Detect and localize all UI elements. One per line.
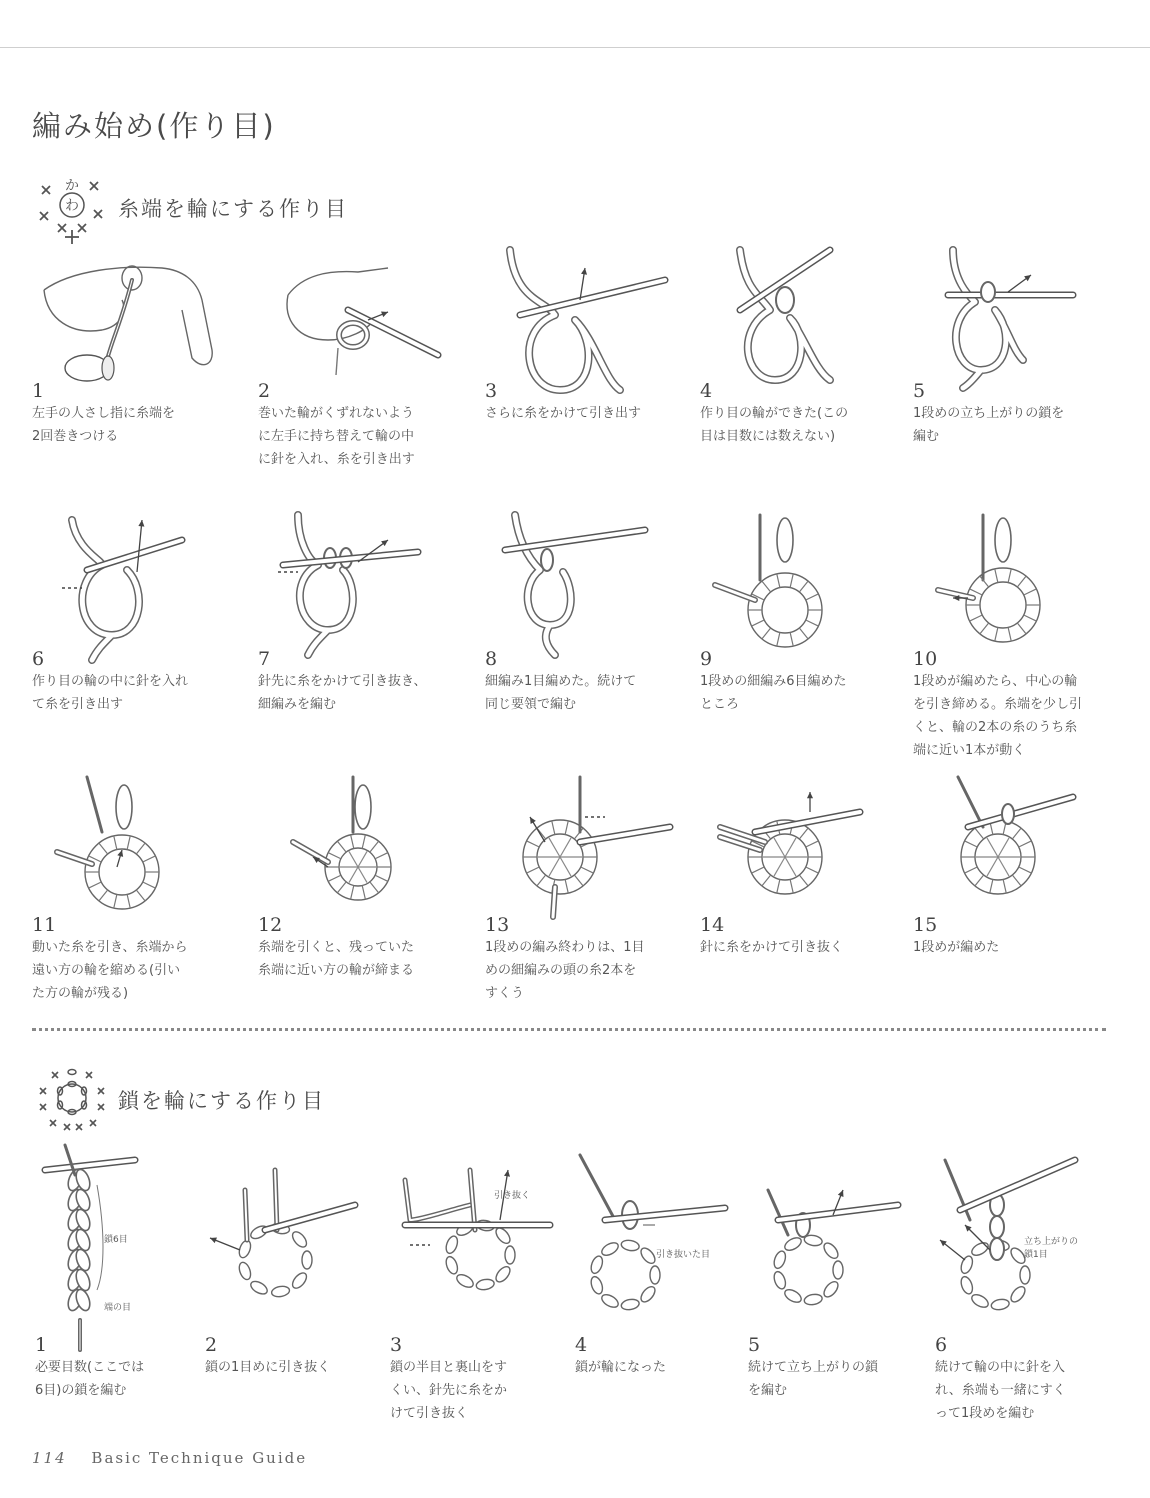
section2-step-number: 2 <box>205 1334 218 1356</box>
section2-step-illustration <box>390 1150 560 1325</box>
section2-step-caption: 続けて輪の中に針を入 れ、糸端も一緒にすく って1段めを編む <box>935 1360 1066 1421</box>
section2-step-illustration <box>748 1150 918 1325</box>
crochet-diagram-icon <box>935 1150 1105 1325</box>
section1-step-illustration <box>32 240 232 390</box>
label-chain6: 鎖6目 <box>104 1235 128 1245</box>
crochet-diagram-icon <box>32 772 232 922</box>
crochet-diagram-icon <box>913 772 1113 922</box>
section1-step-illustration <box>913 510 1113 660</box>
section1-step-illustration <box>485 510 685 660</box>
section1-step-caption: 動いた糸を引き、糸端から 遠い方の輪を縮める(引い た方の輪が残る) <box>32 940 188 1001</box>
svg-text:わ: わ <box>65 198 79 214</box>
section1-step-illustration <box>700 510 900 660</box>
section1-step-number: 7 <box>258 648 271 670</box>
section1-step-caption: 糸端を引くと、残っていた 糸端に近い方の輪が締まる <box>258 940 415 978</box>
section2-step-number: 1 <box>35 1334 48 1356</box>
section1-step-caption: 針に糸をかけて引き抜く <box>700 940 844 955</box>
section2-step-number: 6 <box>935 1334 948 1356</box>
section2-step-caption: 鎖の半目と裏山をす くい、針先に糸をか けて引き抜く <box>390 1360 508 1421</box>
section1-step-caption: 1段めの細編み6目編めた ところ <box>700 674 847 712</box>
crochet-diagram-icon <box>485 510 685 660</box>
section1-step-number: 4 <box>700 380 713 402</box>
section1-step-caption: 細編み1目編めた。続けて 同じ要領で編む <box>485 674 637 712</box>
crochet-diagram-icon <box>700 240 900 390</box>
section1-step-number: 3 <box>485 380 498 402</box>
section1-step-illustration <box>258 510 458 660</box>
section1-step-number: 11 <box>32 914 57 936</box>
label-pull-through: 引き抜く <box>494 1191 531 1201</box>
crochet-diagram-icon <box>700 772 900 922</box>
crochet-diagram-icon <box>390 1150 560 1325</box>
section2-header <box>32 1060 325 1140</box>
section1-title: 糸端を輪にする作り目 <box>118 197 348 221</box>
section2-step-illustration <box>935 1150 1105 1325</box>
section1-step-number: 15 <box>913 914 938 936</box>
crochet-diagram-icon <box>485 772 685 922</box>
footer-title: Basic Technique Guide <box>91 1449 308 1467</box>
crochet-diagram-icon <box>258 240 458 390</box>
section1-step-caption: さらに糸をかけて引き出す <box>485 406 642 421</box>
label-end-stitch: 端の目 <box>104 1303 132 1313</box>
section1-step-caption: 針先に糸をかけて引き抜き、 細編みを編む <box>258 674 427 712</box>
section1-step-number: 10 <box>913 648 938 670</box>
section1-step-number: 1 <box>32 380 45 402</box>
svg-text:か: か <box>65 178 79 194</box>
crochet-diagram-icon <box>205 1150 375 1325</box>
crochet-diagram-icon <box>32 240 232 390</box>
page-title: 編み始め(作り目) <box>32 109 276 143</box>
section2-step-number: 4 <box>575 1334 588 1356</box>
section1-step-illustration <box>258 772 458 922</box>
section1-step-illustration <box>913 772 1113 922</box>
section2-step-caption: 続けて立ち上がりの鎖 を編む <box>748 1360 879 1398</box>
crochet-diagram-icon <box>258 772 458 922</box>
section1-step-number: 14 <box>700 914 725 936</box>
section2-step-number: 3 <box>390 1334 403 1356</box>
section1-step-caption: 作り目の輪の中に針を入れ て糸を引き出す <box>32 674 189 712</box>
section2-step-number: 5 <box>748 1334 761 1356</box>
section2-step-caption: 鎖の1目めに引き抜く <box>205 1360 331 1375</box>
section1-step-number: 9 <box>700 648 713 670</box>
section1-step-illustration <box>700 240 900 390</box>
magic-ring-symbol-icon <box>32 168 112 248</box>
section1-step-caption: 1段めの立ち上がりの鎖を 編む <box>913 406 1065 444</box>
section2-title: 鎖を輪にする作り目 <box>118 1089 325 1113</box>
section-divider <box>32 1028 1106 1031</box>
crochet-diagram-icon <box>913 510 1113 660</box>
crochet-diagram-icon <box>748 1150 918 1325</box>
section1-step-illustration <box>32 510 232 660</box>
section2-step-illustration <box>575 1150 745 1325</box>
section1-step-number: 2 <box>258 380 271 402</box>
section1-step-caption: 1段めが編めたら、中心の輪 を引き締める。糸端を少し引 くと、輪の2本の糸のうち糸 端に近い1本が動く <box>913 674 1083 758</box>
label-pulled-stitch: 引き抜いた目 <box>656 1250 711 1260</box>
label-turning-chain: 立ち上がりの 鎖1目 <box>1024 1237 1079 1260</box>
section1-step-number: 5 <box>913 380 926 402</box>
section2-step-caption: 必要目数(ここでは 6目)の鎖を編む <box>35 1360 145 1398</box>
top-rule <box>0 47 1150 48</box>
section1-step-number: 8 <box>485 648 498 670</box>
section2-step-caption: 鎖が輪になった <box>575 1360 667 1375</box>
section1-step-number: 12 <box>258 914 283 936</box>
section1-step-illustration <box>700 772 900 922</box>
section2-step-illustration <box>205 1150 375 1325</box>
crochet-diagram-icon <box>258 510 458 660</box>
section1-header <box>32 168 348 248</box>
crochet-diagram-icon <box>485 240 685 390</box>
section1-step-caption: 作り目の輪ができた(この 目は目数には数えない) <box>700 406 849 444</box>
section1-step-caption: 1段めの編み終わりは、1目 めの細編みの頭の糸2本を すくう <box>485 940 645 1001</box>
section1-step-illustration <box>32 772 232 922</box>
crochet-diagram-icon <box>913 240 1113 390</box>
section1-step-caption: 1段めが編めた <box>913 940 1000 955</box>
section1-step-illustration <box>913 240 1113 390</box>
chain-ring-symbol-icon <box>32 1060 112 1140</box>
section1-step-caption: 巻いた輪がくずれないよう に左手に持ち替えて輪の中 に針を入れ、糸を引き出す <box>258 406 415 467</box>
crochet-diagram-icon <box>575 1150 745 1325</box>
crochet-diagram-icon <box>32 510 232 660</box>
section1-step-illustration <box>485 772 685 922</box>
crochet-diagram-icon <box>700 510 900 660</box>
section1-step-number: 6 <box>32 648 45 670</box>
section1-step-illustration <box>258 240 458 390</box>
page-number: 114 <box>32 1449 67 1467</box>
page-footer <box>32 1449 307 1467</box>
section1-step-caption: 左手の人さし指に糸端を 2回巻きつける <box>32 406 176 444</box>
section1-step-number: 13 <box>485 914 510 936</box>
section1-step-illustration <box>485 240 685 390</box>
